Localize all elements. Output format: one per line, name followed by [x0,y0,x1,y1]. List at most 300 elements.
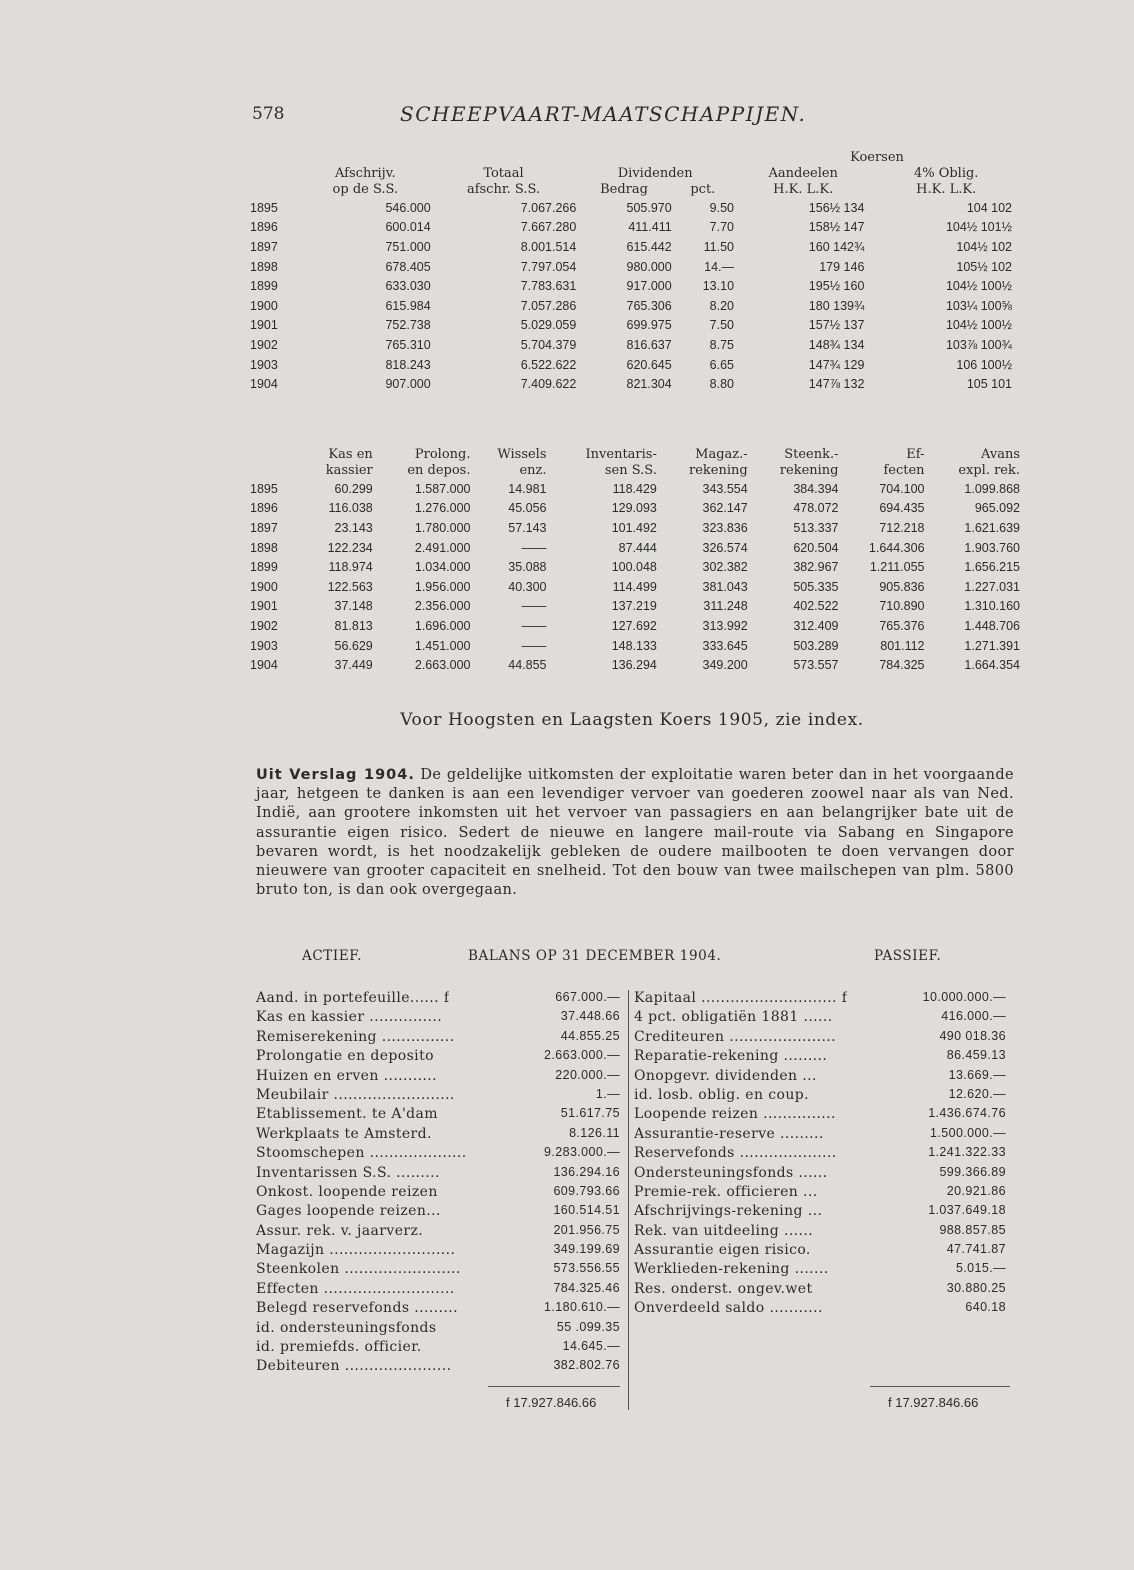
table-cell: 5.029.059 [520,318,577,333]
column-header-top: Kas en [328,447,373,462]
balance-item-label: Werkplaats te Amsterd. [256,1125,432,1142]
table-cell: 14.— [704,259,735,274]
table-cell: 127.692 [611,618,657,633]
table-cell: 118.429 [612,481,657,496]
column-header-top: Wissels [497,447,547,462]
table-cell: 6.65 [709,357,735,372]
balance-row [256,1165,620,1184]
balance-item-label: Belegd reservefonds ......... [256,1300,458,1317]
table-cell: 37.449 [334,658,373,673]
table-cell: 105½ 102 [956,259,1012,274]
balance-row [634,1223,1006,1242]
year-cell: 1898 [250,259,278,274]
report-text: De geldelijke uitkomsten der exploitatie waren beter dan in het voorgaande jaar, hetgeen te danken is aan een levendiger vervoer van goederen zoowel naar als van Ned. Indië, aan grootere inkomsten uit het vervoer van passagiers en aan belangrijker bate uit de assurantie eigen risico. Sedert de nieuwe en langere mail-route via Sabang en Singapore bevaren wordt, is het noodzakelijk gebleken de oudere mailbooten te doen vervangen door nieuwere van grooter capaciteit en snelheid. Tot den bouw van twee mailschepen van plm. 5800 bruto ton, is dan ook overgegaan. [256,767,1014,899]
table-row [250,276,1020,296]
year-cell: 1902 [250,337,278,352]
balance-item-amount: 1.241.322.33 [928,1145,1006,1160]
table-cell: 710.890 [879,599,925,614]
balance-row [256,1009,620,1028]
table-cell: 8.001.514 [520,239,577,254]
column-header-bottom [250,463,300,479]
balance-item-label: id. ondersteuningsfonds [256,1319,437,1336]
column-header-bottom: afschr. S.S. [466,182,541,197]
balance-item-label: Assur. rek. v. jaarverz. [256,1222,424,1239]
table-cell: 1.451.000 [414,638,471,653]
table-cell: —— [521,618,547,633]
balance-heading [256,948,1016,970]
balance-item-label: Etablissement. te A'dam [256,1106,438,1123]
column-header-dividenden: Dividenden [617,166,693,181]
balance-item-label: Onopgevr. dividenden ... [634,1067,817,1084]
table-cell: 505.335 [793,579,839,594]
balance-row [256,990,620,1009]
group-header-koersen: Koersen [850,150,904,165]
table-cell: 104½ 100½ [945,279,1012,294]
balance-row [634,1087,1006,1106]
balance-item-label: Remiserekening ............... [256,1028,455,1045]
table-cell: 81.813 [334,618,373,633]
table-cell: 7.409.622 [520,377,577,392]
table-cell: 2.356.000 [414,599,471,614]
balance-row [256,1029,620,1048]
balance-item-amount: 988.857.85 [939,1222,1006,1237]
balance-item-amount: 51.617.75 [560,1106,620,1121]
table-cell: 765.376 [879,618,925,633]
balance-row [634,1048,1006,1067]
table-cell: —— [521,638,547,653]
column-header-top: Ef- [906,447,925,462]
table-row [250,257,1020,277]
year-cell: 1900 [250,579,278,594]
balance-row [256,1048,620,1067]
balance-row [256,1339,620,1358]
balance-item-amount: 30.880.25 [946,1280,1006,1295]
report-lead: Uit Verslag 1904. [256,767,415,783]
table-cell: 1.448.706 [964,618,1020,633]
balance-row [256,1320,620,1339]
balance-row [256,1300,620,1319]
table-cell: 8.20 [709,298,735,313]
balance-item-amount: 416.000.— [941,1009,1006,1024]
balance-item-amount: 160.514.51 [553,1203,620,1218]
table-cell: 381.043 [702,579,748,594]
column-header-top: Prolong. [414,447,471,462]
balance-row [634,1106,1006,1125]
table-cell: 1.099.868 [964,481,1020,496]
total-rule-left [488,1386,620,1387]
table-cell: 87.444 [618,540,657,555]
balance-item-label: Effecten ........................... [256,1280,455,1297]
balance-item-label: Afschrijvings-rekening ... [634,1203,823,1220]
table-row [250,198,1020,218]
table-row [250,655,1020,675]
balance-item-label: Inventarissen S.S. ......... [256,1164,440,1181]
table-cell: 101.492 [611,520,657,535]
table-cell: 148.133 [611,638,657,653]
table-row [250,499,1020,519]
total-passief: f 17.927.846.66 [888,1395,979,1410]
table-row [250,335,1020,355]
column-header-top: Avans [981,447,1020,462]
table-cell: 104 102 [966,200,1012,215]
table-cell: 907.000 [385,377,431,392]
table-cell: 8.80 [709,377,735,392]
balance-item-amount: 1.180.610.— [544,1300,620,1315]
table-cell: 100.048 [611,560,657,575]
balance-item-label: Aand. in portefeuille...... f [256,990,450,1006]
table-cell: 1.034.000 [414,560,471,575]
table-cell: 678.405 [385,259,431,274]
table-cell: 14.981 [508,481,547,496]
balance-item-label: Huizen en erven ........... [256,1067,437,1084]
balance-row [256,1087,620,1106]
table-cell: 712.218 [879,520,925,535]
balance-item-label: Stoomschepen .................... [256,1145,467,1162]
table-cell: 7.057.286 [520,298,577,313]
year-cell: 1901 [250,318,278,333]
balance-item-label: Reparatie-rekening ......... [634,1048,828,1065]
balance-actief-heading: ACTIEF. [302,948,363,964]
index-note: Voor Hoogsten en Laagsten Koers 1905, zie index. [400,710,864,730]
table-cell: 382.967 [793,560,839,575]
table-cell: —— [521,540,547,555]
balance-item-label: Werklieden-rekening ....... [634,1261,829,1278]
balance-item-label: id. premiefds. officier. [256,1339,422,1356]
total-actief: f 17.927.846.66 [506,1395,597,1410]
balance-row [256,1358,620,1377]
balance-row [634,1165,1006,1184]
table-cell: 343.554 [702,481,748,496]
balance-item-label: 4 pct. obligatiën 1881 ...... [634,1009,833,1026]
table-cell: 402.522 [793,599,839,614]
balance-item-amount: 573.556.55 [553,1261,620,1276]
column-header-top: Totaal [483,166,524,181]
balance-row [634,1242,1006,1261]
balance-row [256,1203,620,1222]
balance-row [634,1184,1006,1203]
balance-item-amount: 10.000.000.— [922,990,1006,1004]
table-cell: 313.992 [702,618,748,633]
table-row [250,557,1020,577]
table-cell: 7.70 [709,220,735,235]
balance-item-amount: 5.015.— [955,1261,1006,1276]
table-row [250,636,1020,656]
table-cell: 1.644.306 [868,540,925,555]
table-cell: 965.092 [974,501,1020,516]
balance-item-label: Ondersteuningsfonds ...... [634,1164,828,1181]
column-header-bottom: rekening [688,463,748,478]
balance-row [256,1145,620,1164]
balance-item-amount: 382.802.76 [553,1358,620,1373]
table-cell: 1.656.215 [964,560,1020,575]
balance-item-label: id. losb. oblig. en coup. [634,1086,809,1103]
year-cell: 1903 [250,638,278,653]
year-cell: 1904 [250,658,278,673]
table-cell: 7.067.266 [520,200,577,215]
table-cell: 158½ 147 [808,220,865,235]
table-cell: 1.276.000 [414,501,471,516]
table-cell: 1.696.000 [414,618,471,633]
table-cell: 546.000 [385,200,431,215]
table-cell: 384.394 [793,481,839,496]
table-cell: 818.243 [385,357,431,372]
table-cell: 23.143 [334,520,373,535]
balance-item-label: Meubilair ......................... [256,1086,455,1103]
column-header-top: Inventaris- [585,447,657,462]
balance-item-label: Premie-rek. officieren ... [634,1183,818,1200]
balance-row [634,1068,1006,1087]
table-cell: 503.289 [793,638,839,653]
table-cell: 362.147 [702,501,748,516]
balance-item-label: Reservefonds .................... [634,1145,837,1162]
balance-item-amount: 37.448.66 [560,1009,620,1024]
balance-item-amount: 220.000.— [555,1067,620,1082]
balance-passief-column [634,990,1006,1320]
table-cell: 1.211.055 [869,560,925,575]
balance-passief-heading: PASSIEF. [874,948,942,964]
table-cell: 411.411 [628,220,672,235]
table-cell: 816.637 [626,337,672,352]
table-cell: 104½ 100½ [945,318,1012,333]
table-cell: 180 139¾ [808,298,865,313]
table-cell: 615.442 [626,239,672,254]
running-title: SCHEEPVAART-MAATSCHAPPIJEN. [400,102,807,126]
table-cell: 699.975 [626,318,672,333]
balance-item-amount: 667.000.— [555,990,620,1004]
balance-row [634,990,1006,1009]
year-cell: 1901 [250,599,278,614]
table-cell: 136.294 [611,658,657,673]
year-cell: 1895 [250,481,278,496]
table-cell: 620.504 [793,540,839,555]
table-cell: 122.563 [327,579,373,594]
table-cell: 620.645 [626,357,672,372]
balance-item-label: Assurantie eigen risico. [634,1242,811,1259]
table-cell: 11.50 [703,239,735,254]
table-cell: 765.310 [385,337,431,352]
table-cell: 106 100½ [956,357,1012,372]
balance-actief-column [256,990,620,1378]
table-row [250,479,1020,499]
table-cell: 44.855 [508,658,547,673]
table-cell: 9.50 [709,200,735,215]
table-cell: 751.000 [385,239,431,254]
balance-item-label: Onverdeeld saldo ........... [634,1300,823,1317]
table-cell: 821.304 [626,377,672,392]
year-cell: 1900 [250,298,278,313]
report-paragraph [256,766,1014,900]
balance-item-amount: 1.500.000.— [930,1125,1006,1140]
balance-item-amount: 201.956.75 [553,1222,620,1237]
table-row [250,374,1020,394]
table-cell: 752.738 [385,318,431,333]
table-cell: 103¼ 100⅝ [945,298,1012,313]
table-cell: 157½ 137 [808,318,865,333]
table-cell: 7.797.054 [520,259,577,274]
year-cell: 1895 [250,200,278,215]
table-cell: 801.112 [880,638,925,653]
table-cell: 160 142¾ [808,239,865,254]
table-row [250,597,1020,617]
table-cell: 326.574 [702,540,748,555]
balance-item-amount: 13.669.— [948,1067,1006,1082]
table-row [250,355,1020,375]
column-header-bottom: pct. [690,182,716,197]
table-cell: 103⅞ 100¾ [945,337,1012,352]
table-cell: 302.382 [702,560,748,575]
table-cell: 784.325 [879,658,925,673]
year-cell: 1903 [250,357,278,372]
table-cell: 1.780.000 [414,520,471,535]
balance-divider [628,990,629,1410]
table-cell: 1.664.354 [964,658,1020,673]
balance-item-amount: 2.663.000.— [544,1048,620,1063]
balance-item-amount: 490 018.36 [939,1028,1006,1043]
table-cell: 8.75 [709,337,735,352]
balance-row [634,1126,1006,1145]
column-header-bottom: expl. rek. [958,463,1020,478]
table-cell: 917.000 [626,279,672,294]
column-header-bottom: rekening [779,463,839,478]
balance-item-amount: 20.921.86 [946,1183,1006,1198]
balance-item-label: Debiteuren ...................... [256,1358,452,1375]
column-header-bottom: H.K. L.K. [773,182,834,197]
table-cell: 1.587.000 [414,481,471,496]
table-cell: 765.306 [626,298,672,313]
balance-item-label: Loopende reizen ............... [634,1106,836,1123]
balance-item-amount: 349.199.69 [553,1242,620,1257]
table-row [250,218,1020,238]
balance-item-amount: 8.126.11 [569,1125,620,1140]
balance-item-amount: 599.366.89 [939,1164,1006,1179]
column-header-bottom: H.K. L.K. [916,182,977,197]
column-header-top: Steenk.- [784,447,839,462]
balance-row [256,1126,620,1145]
table-cell: 1.271.391 [964,638,1020,653]
column-header-top: Afschrijv. [335,166,396,181]
table-cell: 694.435 [879,501,925,516]
column-header-bottom: Bedrag [600,182,648,197]
balance-item-label: Steenkolen ........................ [256,1261,461,1278]
table-cell: 195½ 160 [808,279,865,294]
balance-item-amount: 14.645.— [562,1339,620,1354]
year-cell: 1897 [250,520,278,535]
balance-row [256,1106,620,1125]
balance-item-amount: 640.18 [965,1300,1006,1315]
table-cell: 147⅞ 132 [808,377,865,392]
balance-item-label: Crediteuren ...................... [634,1028,837,1045]
year-cell: 1896 [250,501,278,516]
year-cell: 1904 [250,377,278,392]
table-cell: 478.072 [793,501,839,516]
balance-item-label: Rek. van uitdeeling ...... [634,1222,814,1239]
balance-row [634,1281,1006,1300]
table-cell: 56.629 [334,638,373,653]
table-cell: 7.50 [709,318,735,333]
table-row [250,538,1020,558]
balance-row [256,1223,620,1242]
table-cell: 40.300 [508,579,547,594]
table-cell: 323.836 [702,520,748,535]
balance-item-amount: 44.855.25 [560,1028,620,1043]
balance-row [634,1029,1006,1048]
table-row [250,616,1020,636]
table-cell: 2.663.000 [414,658,471,673]
balance-row [634,1203,1006,1222]
balance-item-label: Prolongatie en deposito [256,1048,434,1065]
balance-item-label: Kas en kassier ............... [256,1009,443,1026]
column-header-bottom: sen S.S. [604,463,657,478]
balance-item-amount: 9.283.000.— [544,1145,620,1160]
table-cell: 1.956.000 [414,579,471,594]
table-cell: 35.088 [508,560,547,575]
table-cell: 156½ 134 [808,200,865,215]
balance-item-label: Gages loopende reizen... [256,1203,441,1220]
table-cell: 129.093 [611,501,657,516]
table-cell: 104½ 101½ [945,220,1012,235]
table-cell: 615.984 [385,298,431,313]
table-row [250,518,1020,538]
table-cell: 505.970 [626,200,672,215]
balance-item-amount: 47.741.87 [946,1242,1006,1257]
column-header-bottom: op de S.S. [332,182,399,197]
table-cell: 57.143 [508,520,547,535]
table-cell: 114.499 [612,579,657,594]
year-cell: 1896 [250,220,278,235]
balance-item-label: Kapitaal ............................ f [634,990,848,1006]
balance-row [634,1300,1006,1319]
table-cell: 1.310.160 [964,599,1020,614]
table-cell: 704.100 [879,481,925,496]
balance-row [634,1145,1006,1164]
table-cell: 312.409 [793,618,839,633]
table-cell: 13.10 [702,279,735,294]
financial-table-balances [250,447,1020,675]
table-cell: 45.056 [508,501,547,516]
year-cell: 1898 [250,540,278,555]
balance-row [256,1281,620,1300]
year-cell: 1899 [250,560,278,575]
page-header [252,104,1012,130]
table-cell: 1.621.639 [964,520,1020,535]
table-cell: 333.645 [702,638,748,653]
table-cell: 118.974 [328,560,373,575]
balance-row [256,1184,620,1203]
column-header-bottom: enz. [519,463,547,478]
column-header-top: 4% Oblig. [913,166,979,181]
total-rule-right [870,1386,1010,1387]
table-cell: 60.299 [334,481,373,496]
table-cell: 6.522.622 [520,357,577,372]
year-cell: 1902 [250,618,278,633]
balance-item-amount: 86.459.13 [946,1048,1006,1063]
balance-item-label: Onkost. loopende reizen [256,1183,438,1200]
column-header-top: Magaz.- [695,447,748,462]
table-cell: 513.337 [793,520,839,535]
table-cell: 980.000 [626,259,672,274]
table-row [250,577,1020,597]
balance-row [634,1009,1006,1028]
balance-item-amount: 784.325.46 [553,1280,620,1295]
year-cell: 1897 [250,239,278,254]
balance-row [634,1261,1006,1280]
financial-table-koersen [250,150,1020,394]
table-cell: 147¾ 129 [808,357,865,372]
column-header-top [250,166,300,182]
balance-item-amount: 609.793.66 [553,1183,620,1198]
table-cell: 116.038 [328,501,373,516]
balance-item-label: Res. onderst. ongev.wet [634,1280,813,1297]
